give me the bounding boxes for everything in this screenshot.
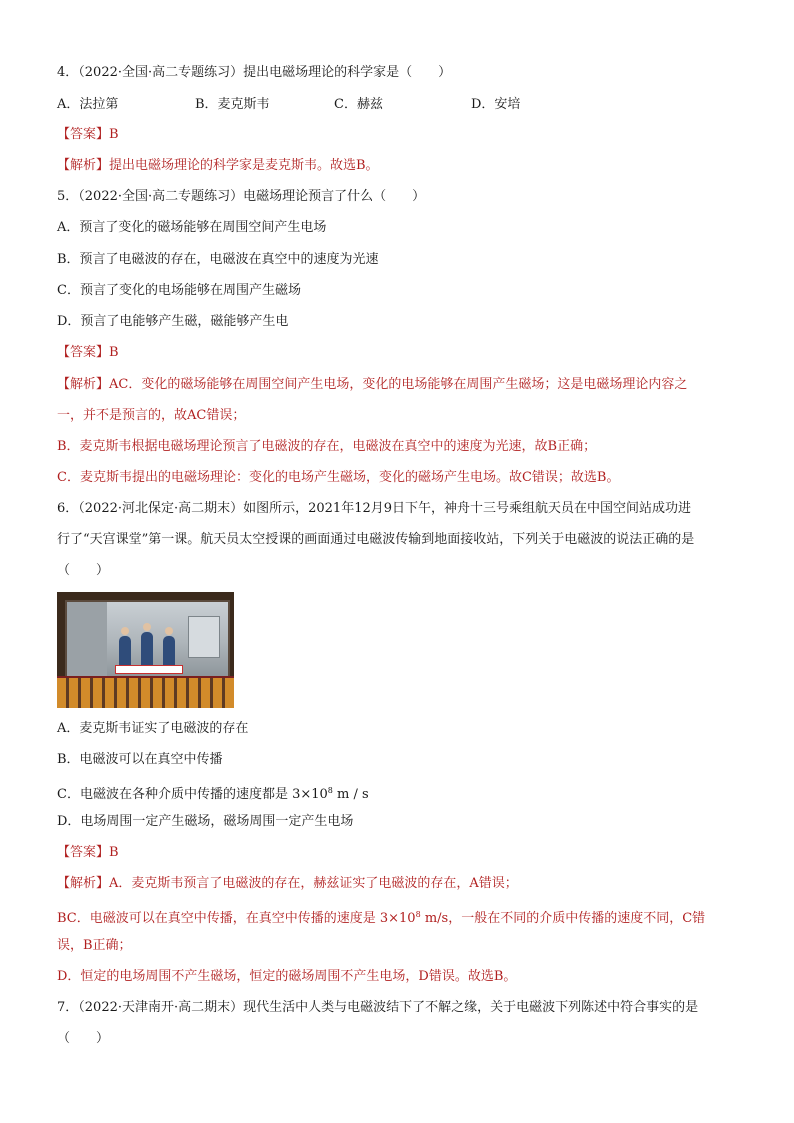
q4-option-a: A．法拉第 xyxy=(57,97,119,112)
classroom-banner xyxy=(115,665,183,674)
q4-answer: 【答案】B xyxy=(57,127,119,142)
q7-stem-line: 7．（2022·天津南开·高二期末）现代生活中人类与电磁波结下了不解之缘，关于电磁波下列陈述中符合事实的是 xyxy=(57,1000,699,1015)
q4-option-c: C．赫兹 xyxy=(334,97,383,112)
q5-option-c: C．预言了变化的电场能够在周围产生磁场 xyxy=(57,283,301,298)
q4-option-b: B．麦克斯韦 xyxy=(195,97,270,112)
q6-stem-line: （ ） xyxy=(57,563,110,578)
q6-stem-line: 6．（2022·河北保定·高二期末）如图所示，2021年12月9日下午，神舟十三号乘组航天员在中国空间站成功进 xyxy=(57,501,692,516)
q6-option-c: C．电磁波在各种介质中传播的速度都是 $3\times 10^8$ m / s xyxy=(57,786,369,802)
q4-stem: 4．（2022·全国·高二专题练习）提出电磁场理论的科学家是（ ） xyxy=(57,65,452,80)
q6-analysis-line: D．恒定的电场周围不产生磁场，恒定的磁场周围不产生电场，D错误。故选B。 xyxy=(57,969,517,984)
broadcast-screen xyxy=(65,600,230,678)
q6-answer: 【答案】B xyxy=(57,845,119,860)
q5-stem: 5．（2022·全国·高二专题练习）电磁场理论预言了什么（ ） xyxy=(57,189,426,204)
tiangong-classroom-photo xyxy=(57,592,234,708)
q5-option-b: B．预言了电磁波的存在，电磁波在真空中的速度为光速 xyxy=(57,252,379,267)
q5-answer: 【答案】B xyxy=(57,345,119,360)
q5-analysis-line: C．麦克斯韦提出的电磁场理论：变化的电场产生磁场，变化的磁场产生电场。故C错误；故选B。 xyxy=(57,470,620,485)
q6-option-a: A．麦克斯韦证实了电磁波的存在 xyxy=(57,721,249,736)
q6-option-d: D．电场周围一定产生磁场，磁场周围一定产生电场 xyxy=(57,814,354,829)
q5-analysis-line: 一，并不是预言的，故AC错误； xyxy=(57,408,246,423)
q5-analysis-line: 【解析】AC．变化的磁场能够在周围空间产生电场，变化的电场能够在周围产生磁场；这是电磁场理论内容之 xyxy=(57,377,688,392)
q6-analysis-line: BC．电磁波可以在真空中传播，在真空中传播的速度是 $3\times 10^8$ m/s，一般在不同的介质中传播的速度不同，C错 xyxy=(57,910,706,926)
q5-analysis-line: B．麦克斯韦根据电磁场理论预言了电磁波的存在，电磁波在真空中的速度为光速，故B正确； xyxy=(57,439,597,454)
q6-analysis-line: 【解析】A．麦克斯韦预言了电磁波的存在，赫兹证实了电磁波的存在，A错误； xyxy=(57,876,518,891)
q4-option-d: D．安培 xyxy=(471,97,521,112)
audience xyxy=(57,678,234,708)
q4-options xyxy=(57,96,737,114)
q6-analysis-line: 误，B正确； xyxy=(57,938,132,953)
q5-option-d: D．预言了电能够产生磁，磁能够产生电 xyxy=(57,314,289,329)
q4-analysis: 【解析】提出电磁场理论的科学家是麦克斯韦。故选B。 xyxy=(57,158,379,173)
q5-option-a: A．预言了变化的磁场能够在周围空间产生电场 xyxy=(57,220,327,235)
q6-stem-line: 行了“天宫课堂”第一课。航天员太空授课的画面通过电磁波传输到地面接收站，下列关于电磁波的说法正确的是 xyxy=(57,532,695,547)
q6-option-b: B．电磁波可以在真空中传播 xyxy=(57,752,223,767)
q7-stem-line: （ ） xyxy=(57,1031,110,1046)
